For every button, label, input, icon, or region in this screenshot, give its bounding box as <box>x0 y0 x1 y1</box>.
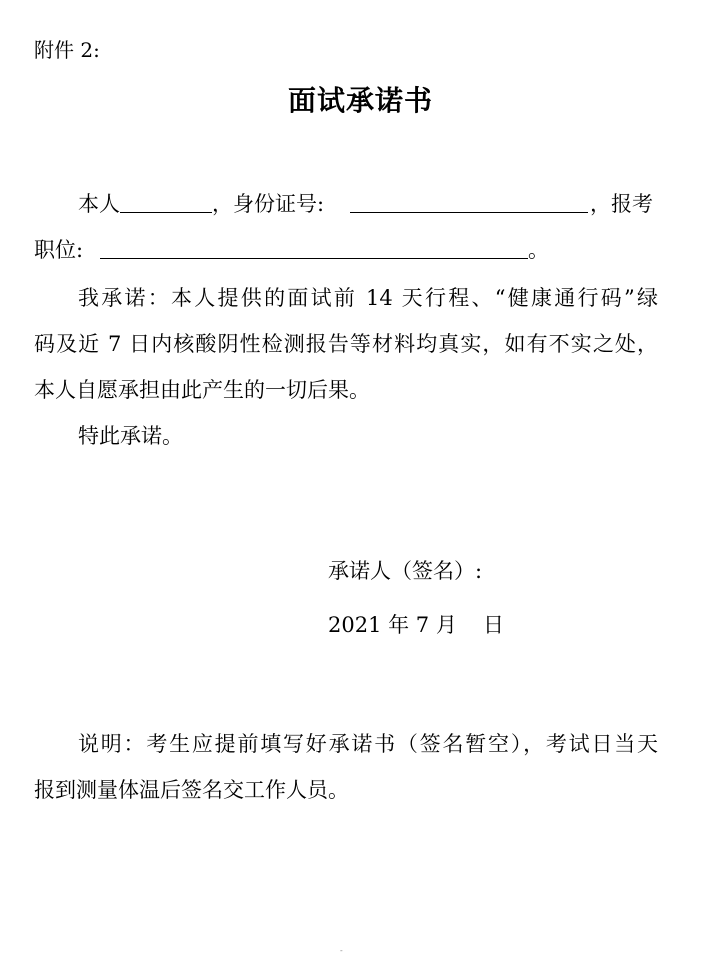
name-prefix: 本人 <box>78 192 120 216</box>
name-field[interactable] <box>120 192 212 213</box>
pledge-line-2: 码及近 7 日内核酸阴性检测报告等材料均真实，如有不实之处， <box>34 332 658 356</box>
pledge-line-1: 我承诺：本人提供的面试前 14 天行程、“健康通行码”绿 <box>78 286 658 310</box>
pledge-closing: 特此承诺。 <box>78 424 183 448</box>
position-field[interactable] <box>100 238 528 259</box>
pledge-line-3: 本人自愿承担由此产生的一切后果。 <box>34 378 370 402</box>
id-number-label: ，身份证号: <box>212 192 325 216</box>
name-line <box>78 190 324 218</box>
attachment-label: 附件 2: <box>34 38 100 62</box>
position-label: 职位: <box>34 238 84 262</box>
date-line <box>328 611 457 639</box>
note-line-2: 报到测量体温后签名交工作人员。 <box>34 778 349 802</box>
date-text: 2021 年 7 月 <box>328 613 457 637</box>
note-line-1: 说明：考生应提前填写好承诺书（签名暂空），考试日当天 <box>78 732 658 756</box>
document-title: 面试承诺书 <box>287 84 433 117</box>
page-number: - <box>340 946 343 955</box>
date-day: 日 <box>483 613 504 637</box>
position-field-wrap <box>100 236 549 264</box>
id-number-field[interactable] <box>350 192 588 213</box>
exam-label: ，报考 <box>590 192 653 216</box>
signer-label: 承诺人（签名）: <box>328 559 483 583</box>
position-line <box>34 236 83 264</box>
id-number-field-wrap <box>350 190 588 218</box>
position-end-mark: 。 <box>528 238 549 262</box>
